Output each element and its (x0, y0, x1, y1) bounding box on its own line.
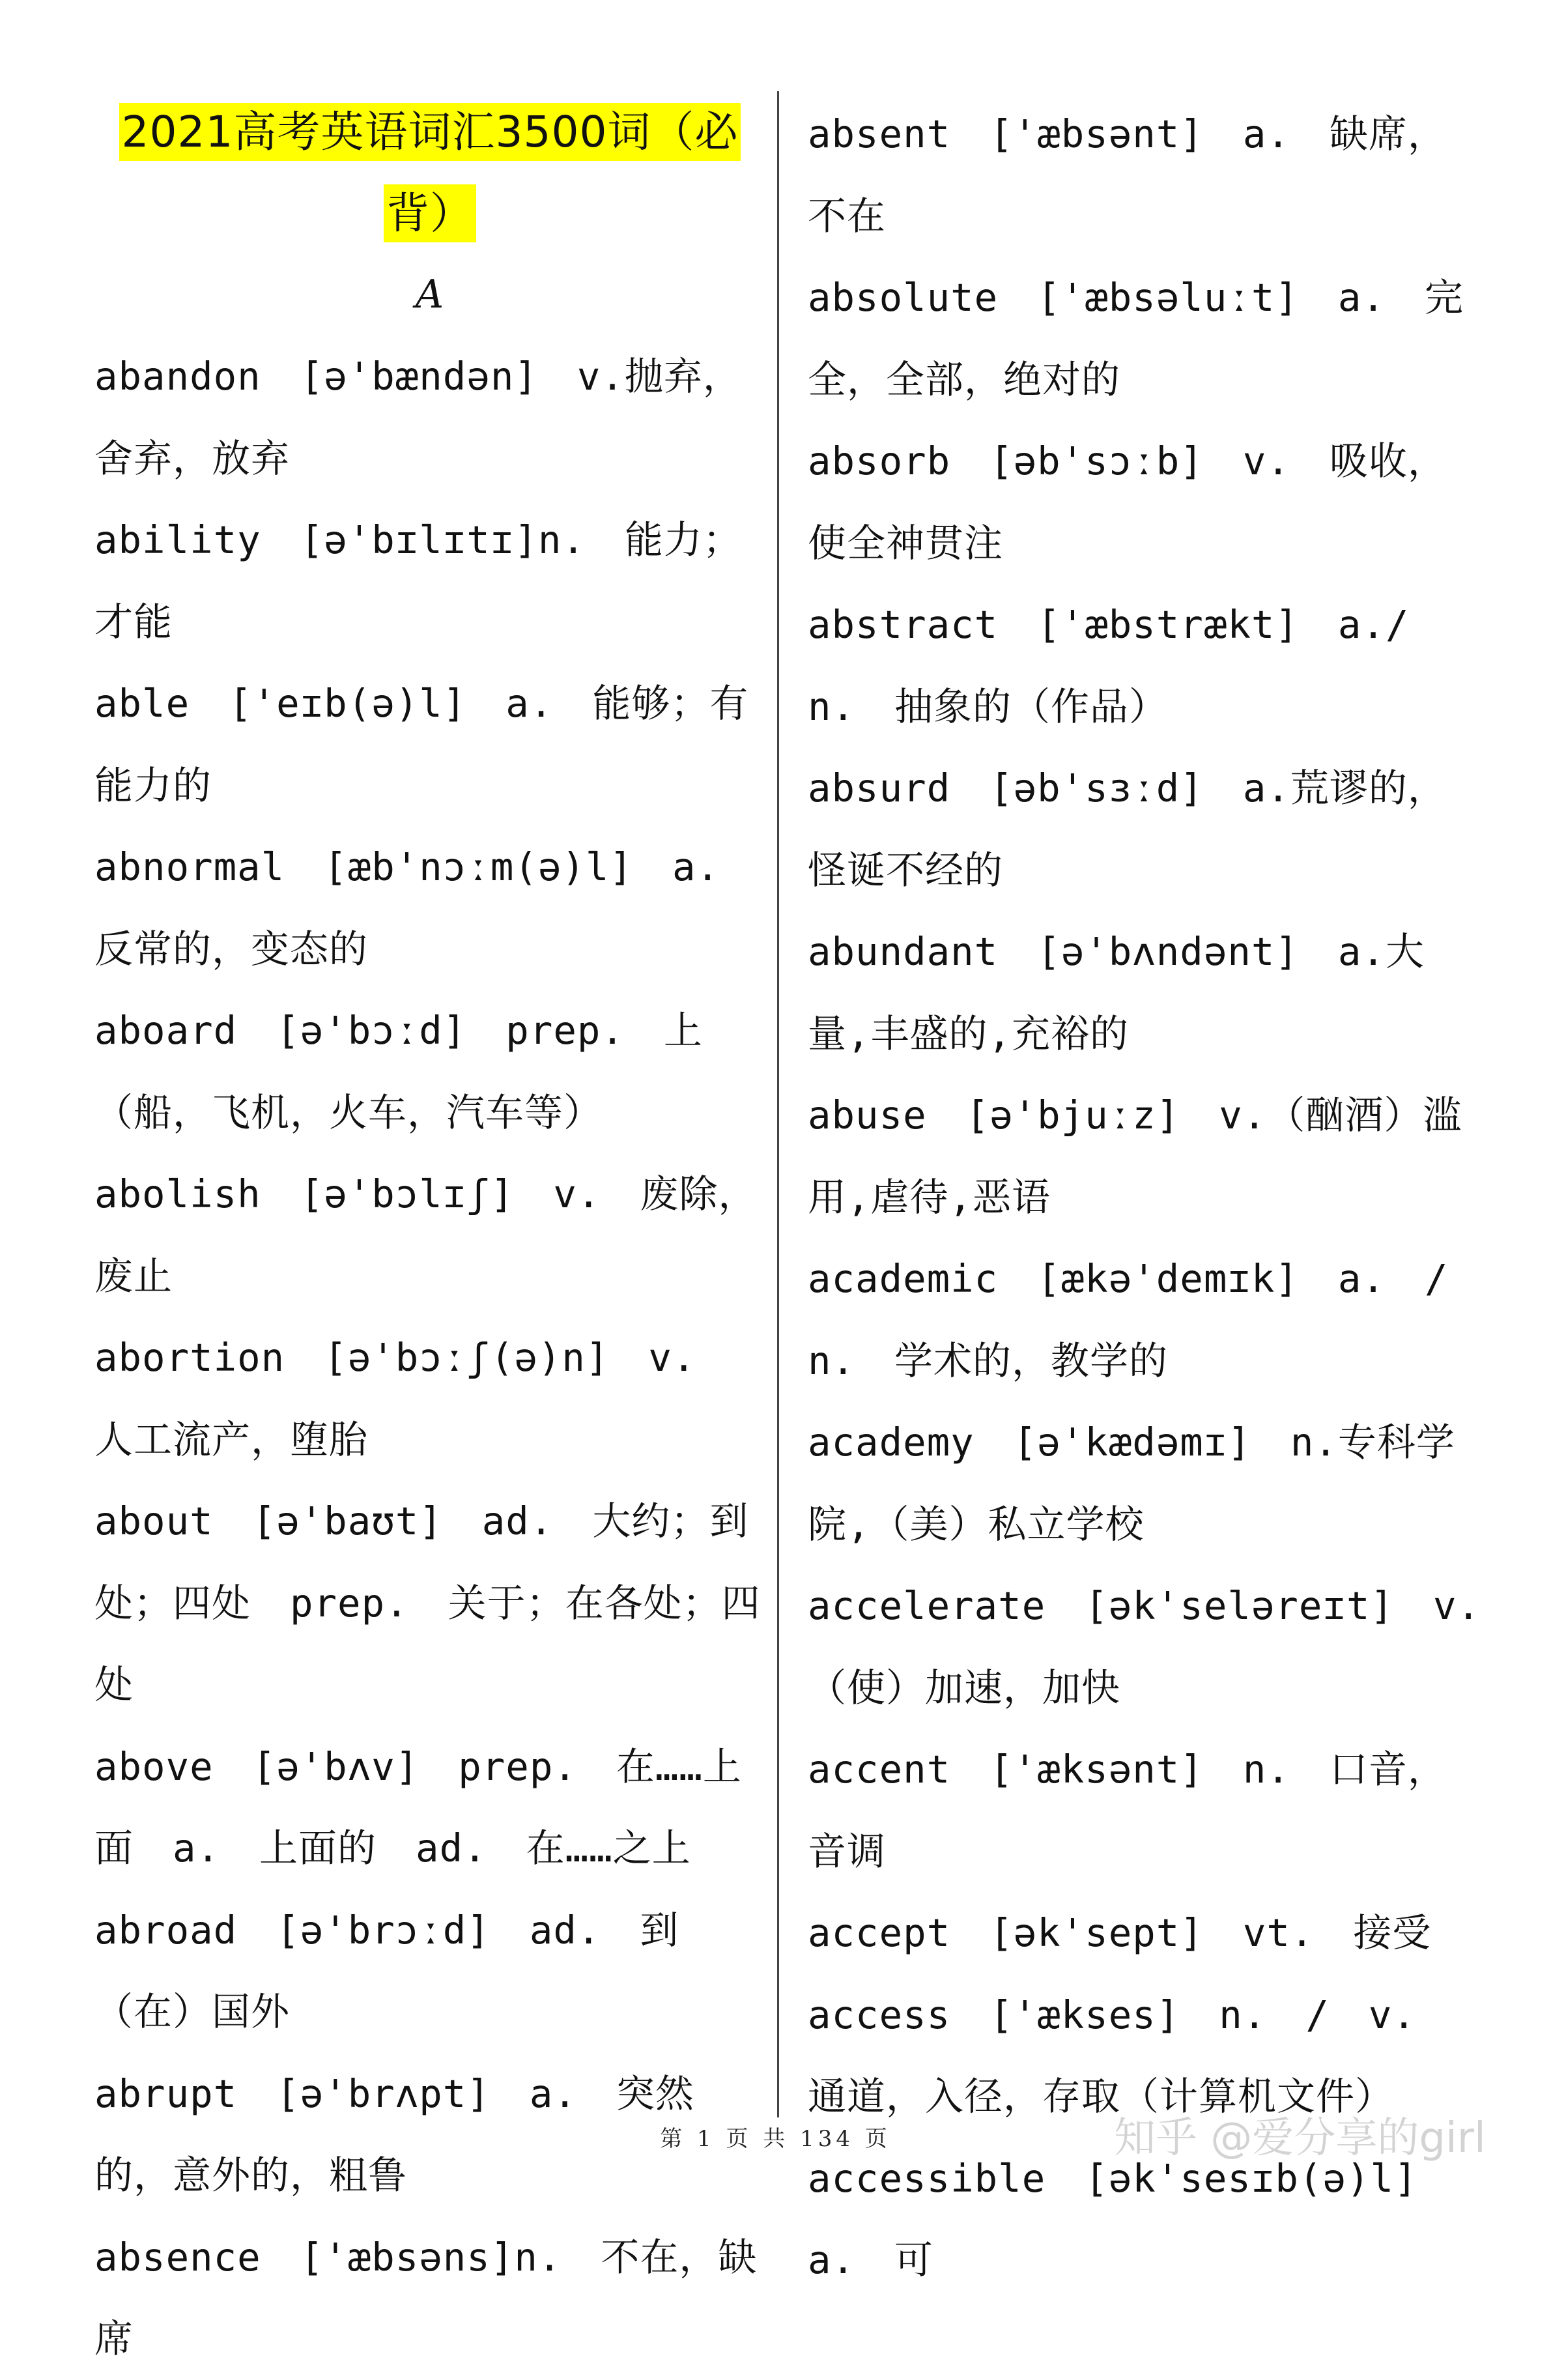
vocab-entry: abortion [ə'bɔːʃ(ə)n] v. 人工流产，堕胎 (94, 1335, 735, 1462)
left-entry-list (94, 336, 765, 2380)
section-letter: A (415, 272, 445, 317)
vocab-entry: absurd [əb'sɜːd] a.荒谬的，怪诞不经的 (808, 766, 1447, 893)
page-title (94, 91, 765, 254)
vocab-entry: academy [ə'kædəmɪ] n.专科学院,（美）私立学校 (808, 1420, 1455, 1547)
column-divider (777, 91, 779, 2117)
vocab-entry: access ['ækses] n. / v. 通道，入径，存取（计算机文件） (808, 1992, 1455, 2119)
left-column (94, 109, 765, 2380)
vocab-entry: abolish [ə'bɔlɪʃ] v. 废除，废止 (94, 1171, 758, 1298)
vocab-entry: above [ə'bʌv] prep. 在……上面 a. 上面的 ad. 在……之上 (94, 1743, 742, 1871)
vocab-entry: abroad [ə'brɔːd] ad. 到（在）国外 (94, 1907, 679, 2034)
vocab-entry: accent ['æksənt] n. 口音，音调 (808, 1747, 1447, 1874)
vocab-entry: accessible [ək'sesɪb(ə)l] a. 可 (808, 2155, 1457, 2282)
right-entry-list (808, 93, 1488, 2301)
vocab-entry: absence ['æbsəns]n. 不在，缺席 (94, 2234, 758, 2361)
right-column (808, 93, 1488, 2301)
page-footer: 第 1 页 共 134 页 (660, 2126, 891, 2152)
watermark-text: 知乎 @爱分享的girl (1114, 2114, 1486, 2162)
vocab-entry: abuse [ə'bjuːz] v.（酗酒）滥用,虐待,恶语 (808, 1093, 1462, 1220)
vocab-entry: academic [ækə'demɪk] a. / n. 学术的，教学的 (808, 1256, 1488, 1383)
vocab-entry: aboard [ə'bɔːd] prep. 上（船，飞机，火车，汽车等） (94, 1008, 703, 1135)
vocab-entry: abrupt [ə'brʌpt] a. 突然的，意外的，粗鲁 (94, 2071, 694, 2198)
vocab-entry: abundant [ə'bʌndənt] a.大量,丰盛的,充裕的 (808, 929, 1425, 1056)
vocab-entry: abnormal [æb'nɔːm(ə)l] a. 反常的，变态的 (94, 844, 759, 971)
vocab-entry: absolute ['æbsəluːt] a. 完全，全部，绝对的 (808, 275, 1464, 402)
vocab-entry: abstract ['æbstrækt] a./ n. 抽象的（作品） (808, 602, 1449, 729)
vocab-entry: about [ə'baʊt] ad. 大约；到处；四处 prep. 关于；在各处；四处 (94, 1498, 761, 1707)
vocab-entry: accelerate [ək'seləreɪt] v.（使）加速，加快 (808, 1583, 1481, 1710)
vocab-entry: accept [ək'sept] vt. 接受 (808, 1910, 1432, 1955)
vocab-entry: absent ['æbsənt] a. 缺席， 不在 (808, 111, 1467, 238)
vocab-entry: ability [ə'bɪlɪtɪ]n. 能力；才能 (94, 517, 742, 644)
vocab-entry: absorb [əb'sɔːb] v. 吸收，使全神贯注 (808, 438, 1447, 566)
vocab-entry: able ['eɪb(ə)l] a. 能够；有能力的 (94, 681, 749, 808)
title-highlight: 2021高考英语词汇3500词（必背） (119, 103, 741, 242)
vocab-entry: abandon [ə'bændən] v.抛弃，舍弃，放弃 (94, 354, 742, 481)
